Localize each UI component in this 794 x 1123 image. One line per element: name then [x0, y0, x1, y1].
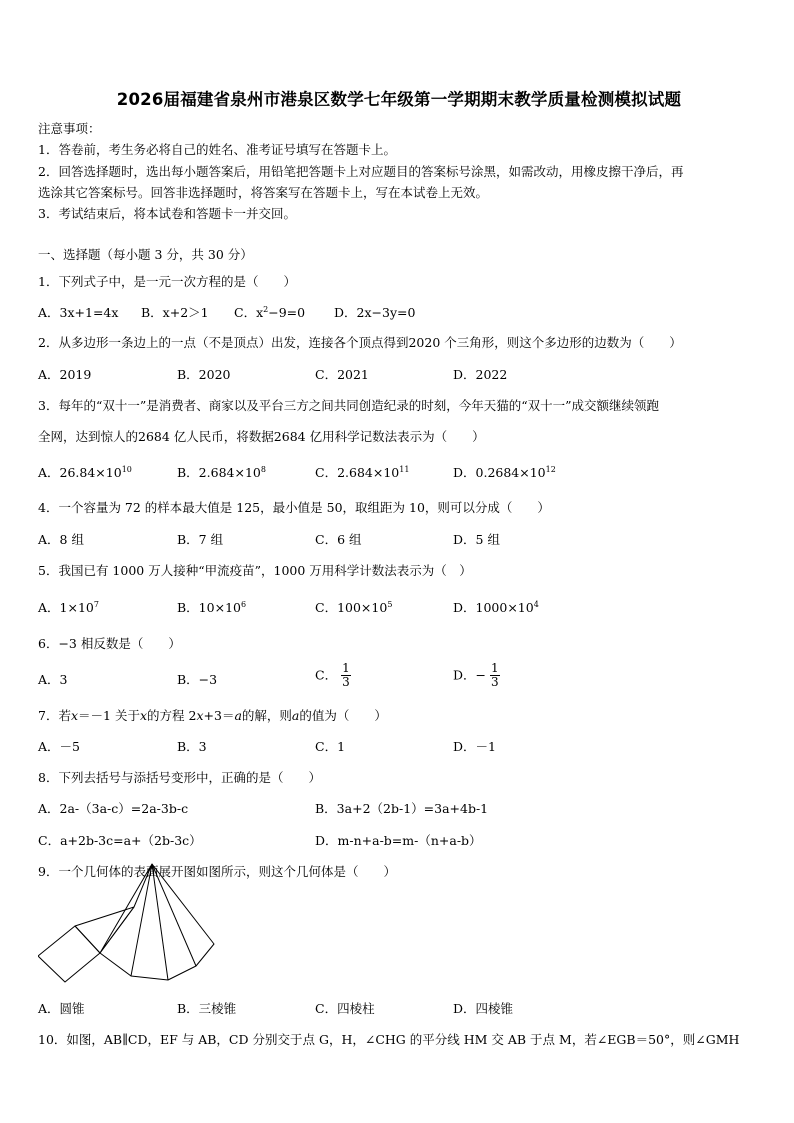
q5-option-b-base: B．10×10 — [177, 600, 241, 615]
q5-stem: 5．我国已有 1000 万人接种“甲流疫苗”，1000 万用科学计数法表示为（ ） — [38, 563, 472, 578]
q8-option-b: B．3a+2（2b-1）=3a+4b-1 — [315, 801, 489, 816]
q6-option-b: B．−3 — [177, 672, 218, 687]
q4-option-a: A．8 组 — [38, 532, 84, 547]
q4-option-d: D．5 组 — [453, 532, 500, 547]
q6-option-c-label: C． — [315, 667, 338, 683]
q1-stem: 1．下列式子中，是一元一次方程的是（ ） — [38, 274, 296, 289]
net-edge-1 — [131, 864, 152, 976]
q6-option-c — [315, 662, 351, 689]
q6-option-c-fraction — [341, 662, 351, 689]
q8-stem: 8．下列去括号与添括号变形中，正确的是（ ） — [38, 770, 321, 785]
notice-item-2-cont: 选涂其它答案标号。回答非选择题时，将答案写在答题卡上，写在本试卷上无效。 — [38, 185, 489, 200]
q7-var-x-2: x — [139, 708, 148, 723]
q7-stem-part4: +3＝ — [203, 708, 235, 723]
q3-option-c-base: C．2.684×10 — [315, 465, 400, 480]
q3-stem-line1: 3．每年的“双十一”是消费者、商家以及平台三方之间共同创造纪录的时刻，今年天猫的“双十一”成交额继续领跑 — [38, 398, 660, 413]
q9-stem: 9．一个几何体的表面展开图如图所示，则这个几何体是（ ） — [38, 864, 396, 879]
q7-var-a-2: a — [291, 708, 300, 723]
q9-option-b: B．三棱锥 — [177, 1001, 237, 1016]
q3-option-b-exp: 8 — [260, 465, 266, 474]
q7-var-a: a — [234, 708, 242, 723]
q4-option-c: C．6 组 — [315, 532, 362, 547]
q5-option-d-base: D．1000×10 — [453, 600, 534, 615]
q9-option-c: C．四棱柱 — [315, 1001, 375, 1016]
notice-item-3: 3．考试结束后，将本试卷和答题卡一并交回。 — [38, 206, 296, 221]
net-outer-edge — [100, 864, 214, 980]
q5-option-d-exp: 4 — [533, 600, 539, 609]
q3-stem-line2: 全网，达到惊人的2684 亿人民币，将数据2684 亿用科学记数法表示为（ ） — [38, 429, 485, 444]
q5-option-c — [315, 599, 392, 617]
q2-option-a: A．2019 — [38, 367, 92, 382]
q9-option-d: D．四棱锥 — [453, 1001, 514, 1016]
notice-heading: 注意事项： — [38, 121, 101, 136]
q8-option-d: D．m-n+a-b=m-（n+a-b） — [315, 833, 482, 848]
q3-option-b — [177, 464, 266, 482]
q5-option-a — [38, 599, 99, 617]
q10-stem: 10．如图，AB∥CD，EF 与 AB，CD 分别交于点 G，H，∠CHG 的平分线 HM 交 AB 于点 M，若∠EGB＝50°，则∠GMH — [38, 1032, 740, 1047]
q2-option-c: C．2021 — [315, 367, 369, 382]
q5-option-b-exp: 6 — [240, 600, 247, 609]
section-heading: 一、选择题（每小题 3 分，共 30 分） — [38, 247, 253, 262]
exam-title: 2026届福建省泉州市港泉区数学七年级第一学期期末教学质量检测模拟试题 — [116, 90, 682, 109]
pyramid-net-figure — [38, 856, 228, 986]
q8-option-a: A．2a-（3a-c）=2a-3b-c — [38, 801, 189, 816]
q3-option-d — [453, 464, 556, 482]
q3-option-c — [315, 464, 409, 482]
q6-option-d — [453, 662, 500, 689]
q7-option-c: C．1 — [315, 739, 346, 754]
q2-option-b: B．2020 — [177, 367, 231, 382]
q7-var-x: x — [70, 708, 79, 723]
q2-option-d: D．2022 — [453, 367, 508, 382]
q7-stem-part5: 的解，则 — [241, 708, 292, 723]
net-triangle-face-2 — [100, 864, 152, 953]
q6-stem: 6．−3 相反数是（ ） — [38, 636, 181, 651]
q5-option-a-base: A．1×10 — [38, 600, 94, 615]
q6-option-c-numerator: 1 — [342, 661, 350, 675]
notice-item-2: 2．回答选择题时，选出每小题答案后，用铅笔把答题卡上对应题目的答案标号涂黑，如需改动，用橡皮擦干净后，再 — [38, 164, 684, 179]
q4-option-b: B．7 组 — [177, 532, 224, 547]
q7-option-d: D．－1 — [453, 739, 496, 754]
q7-option-b: B．3 — [177, 739, 207, 754]
q7-option-a: A．－5 — [38, 739, 80, 754]
q5-option-a-exp: 7 — [93, 600, 99, 609]
q7-stem-part2: ＝－1 关于 — [78, 708, 140, 723]
q3-option-a-exp: 10 — [121, 465, 132, 474]
q7-stem — [38, 707, 387, 725]
q7-stem-part1: 7．若 — [38, 708, 71, 723]
q1-option-d: D．2x−3y=0 — [334, 305, 416, 320]
q5-option-b — [177, 599, 246, 617]
q6-option-d-fraction — [490, 662, 500, 689]
q1-option-c-exp: 2 — [263, 305, 269, 314]
q9-option-a: A．圆锥 — [38, 1001, 85, 1016]
q5-option-d — [453, 599, 539, 617]
q5-option-c-base: C．100×10 — [315, 600, 388, 615]
q1-option-c — [234, 304, 305, 322]
q3-option-a — [38, 464, 132, 482]
q6-option-d-numerator: 1 — [490, 661, 499, 675]
q3-option-c-exp: 11 — [399, 465, 410, 474]
q6-option-c-denominator: 3 — [342, 675, 350, 689]
q7-stem-part6: 的值为（ ） — [299, 708, 387, 723]
net-square-face — [38, 926, 100, 982]
q3-option-d-base: D．0.2684×10 — [453, 465, 546, 480]
q1-option-a: A．3x+1=4x — [38, 305, 119, 320]
q1-option-b: B．x+2＞1 — [141, 305, 209, 320]
q1-option-c-pre: C．x — [234, 305, 264, 320]
q6-option-d-denominator: 3 — [490, 675, 499, 689]
q8-option-c: C．a+2b-3c=a+（2b-3c） — [38, 833, 202, 848]
q6-option-d-label: D．− — [453, 667, 486, 683]
q3-option-b-base: B．2.684×10 — [177, 465, 261, 480]
q3-option-a-base: A．26.84×10 — [38, 465, 122, 480]
q5-option-c-exp: 5 — [387, 600, 393, 609]
q7-var-x-3: x — [196, 708, 204, 723]
notice-item-1: 1．答卷前，考生务必将自己的姓名、准考证号填写在答题卡上。 — [38, 142, 396, 157]
q4-stem: 4．一个容量为 72 的样本最大值是 125，最小值是 50，取组距为 10，则可以分成（ ） — [38, 500, 550, 515]
q1-option-c-post: −9=0 — [268, 305, 306, 320]
q7-stem-part3: 的方程 2 — [147, 708, 197, 723]
q6-option-a: A．3 — [38, 672, 68, 687]
q3-option-d-exp: 12 — [545, 465, 556, 474]
q2-stem: 2．从多边形一条边上的一点（不是顶点）出发，连接各个顶点得到2020 个三角形，则这个多边形的边数为（ ） — [38, 335, 682, 350]
